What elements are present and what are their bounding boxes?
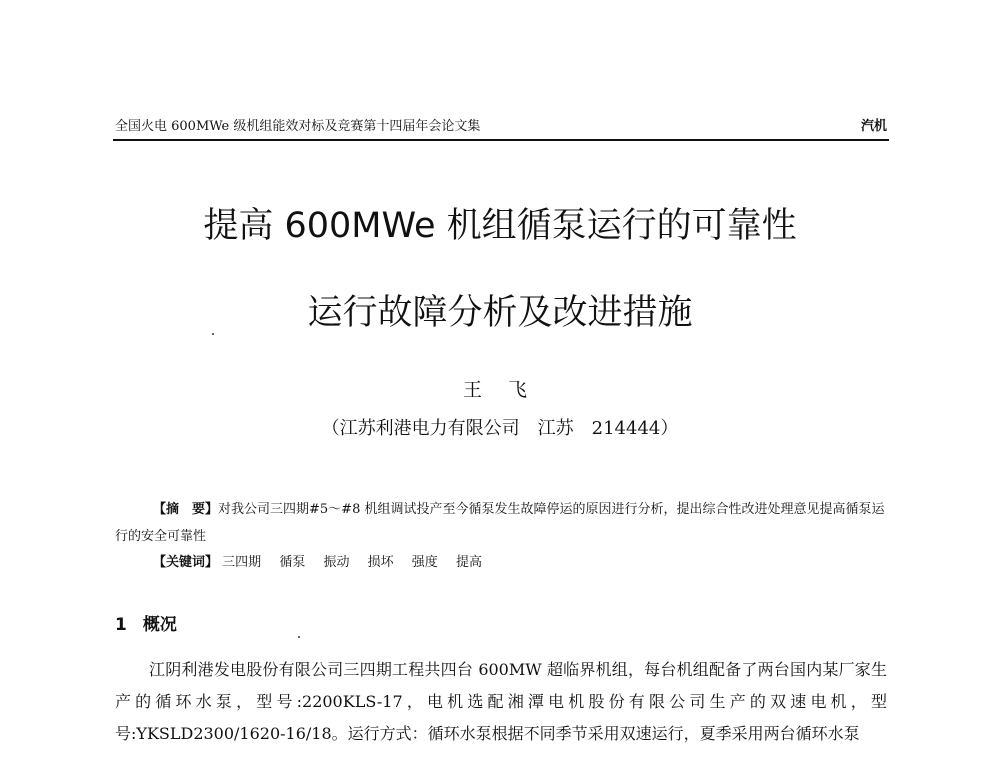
abstract-label: 【摘 要】 [153,502,219,517]
keywords-label: 【关键词】 [153,555,219,570]
scan-speck [298,636,300,638]
keywords [153,553,496,573]
scan-speck [212,333,214,335]
abstract-text: 对我公司三四期#5～#8 机组调试投产至今循泵发生故障停运的原因进行分析，提出综合性改进处理意见提高循泵运行的安全可靠性 [115,502,885,544]
section-paragraph: 江阴利港发电股份有限公司三四期工程共四台 600MW 超临界机组，每台机组配备了两台国内某厂家生产的循环水泵，型号:2200KLS-17，电机选配湘潭电机股份有限公司生产的双速电机，型号:YKSLD2300/1620-16/18。运行方式：循环水泵根据不同季节采用双速运行，夏季采用两台循环水泵 [115,660,887,743]
section-heading [115,610,177,635]
running-header [115,118,887,136]
header-rule [113,139,889,141]
section-title: 概况 [142,615,177,635]
keyword: 振动 [323,555,350,570]
keyword: 损坏 [367,555,394,570]
affiliation: （江苏利港电力有限公司 江苏 214444） [321,418,679,439]
keyword: 循泵 [279,555,306,570]
keyword: 提高 [455,555,482,570]
section-number: 1 [115,615,127,635]
running-header-right: 汽机 [860,119,887,134]
abstract [115,496,887,550]
paper-title-line-2: 运行故障分析及改进措施 [307,293,693,333]
author: 王 飞 [462,379,538,401]
keyword: 强度 [411,555,438,570]
paper-title-line-1: 提高 600MWe 机组循泵运行的可靠性 [203,206,797,246]
keyword: 三四期 [222,555,262,570]
running-header-left: 全国火电 600MWe 级机组能效对标及竞赛第十四届年会论文集 [115,119,481,134]
